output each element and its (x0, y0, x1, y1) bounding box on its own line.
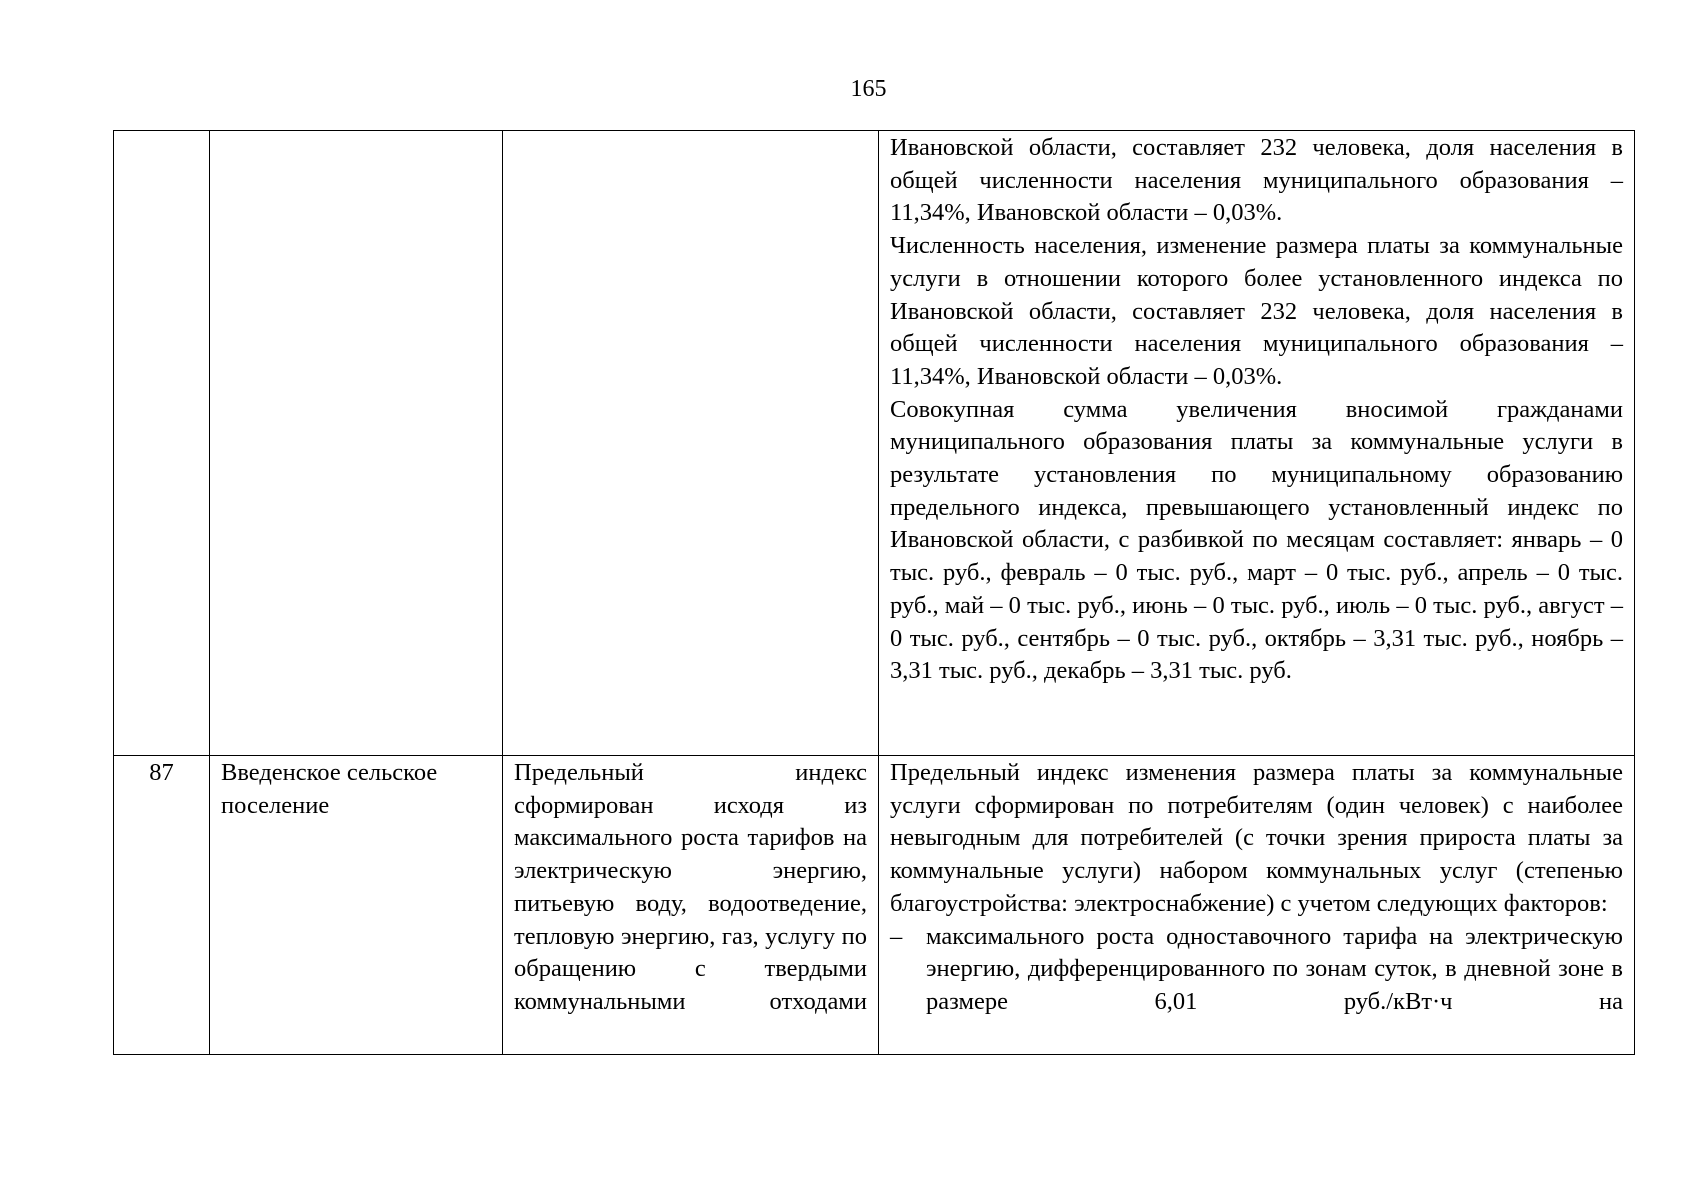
municipality-cell: Введенское сельское поселение (210, 756, 503, 1055)
paragraph-population-over-index: Численность населения, изменение размера платы за коммунальные услуги в отношении которого более установленного индекса по Ивановской области, составляет 232 человека, доля населения в общей численности населения муниципального образования – 11,34%, Ивановской области – 0,03%. (890, 232, 1623, 390)
table-row-87 (114, 756, 1635, 1055)
list-dash: – (890, 922, 903, 950)
basis-cell: Предельный индекс сформирован исходя из максимального роста тарифов на электрическую энергию, питьевую воду, водоотведение, тепловую энергию, газ, услугу по обращению с твердыми коммунальными отходами (503, 756, 879, 1055)
row-number-cell: 87 (114, 756, 210, 1055)
factor-text: максимального роста одноставочного тарифа на электрическую энергию, дифференцированного по зонам суток, в дневной зоне в размере 6,01 руб./кВт·ч на (926, 922, 1623, 1015)
justification-cell (879, 131, 1635, 756)
municipality-cell (210, 131, 503, 756)
basis-cell (503, 131, 879, 756)
row-number-cell (114, 131, 210, 756)
table-row-continuation (114, 131, 1635, 756)
factor-list-item (890, 921, 1623, 1019)
municipal-index-table (113, 130, 1635, 1055)
page-number: 165 (850, 76, 887, 102)
justification-cell (879, 756, 1635, 1055)
paragraph-population-share: Ивановской области, составляет 232 человека, доля населения в общей численности населения муниципального образования – 11,34%, Ивановской области – 0,03%. (890, 134, 1623, 227)
paragraph-index-intro: Предельный индекс изменения размера платы за коммунальные услуги сформирован по потребителям (один человек) с наиболее невыгодным для потребителей (с точки зрения прироста платы за коммунальные услуги) набором коммунальных услуг (степенью благоустройства: электроснабжение) с учетом следующих факторов: (890, 759, 1623, 917)
paragraph-monthly-sum: Совокупная сумма увеличения вносимой гражданами муниципального образования платы за коммунальные услуги в результате установления по муниципальному образованию предельного индекса, превышающего установленный индекс по Ивановской области, с разбивкой по месяцам составляет: январь – 0 тыс. руб., февраль – 0 тыс. руб., март – 0 тыс. руб., апрель – 0 тыс. руб., май – 0 тыс. руб., июнь – 0 тыс. руб., июль – 0 тыс. руб., август – 0 тыс. руб., сентябрь – 0 тыс. руб., октябрь – 3,31 тыс. руб., ноябрь – 3,31 тыс. руб., декабрь – 3,31 тыс. руб. (890, 395, 1623, 685)
